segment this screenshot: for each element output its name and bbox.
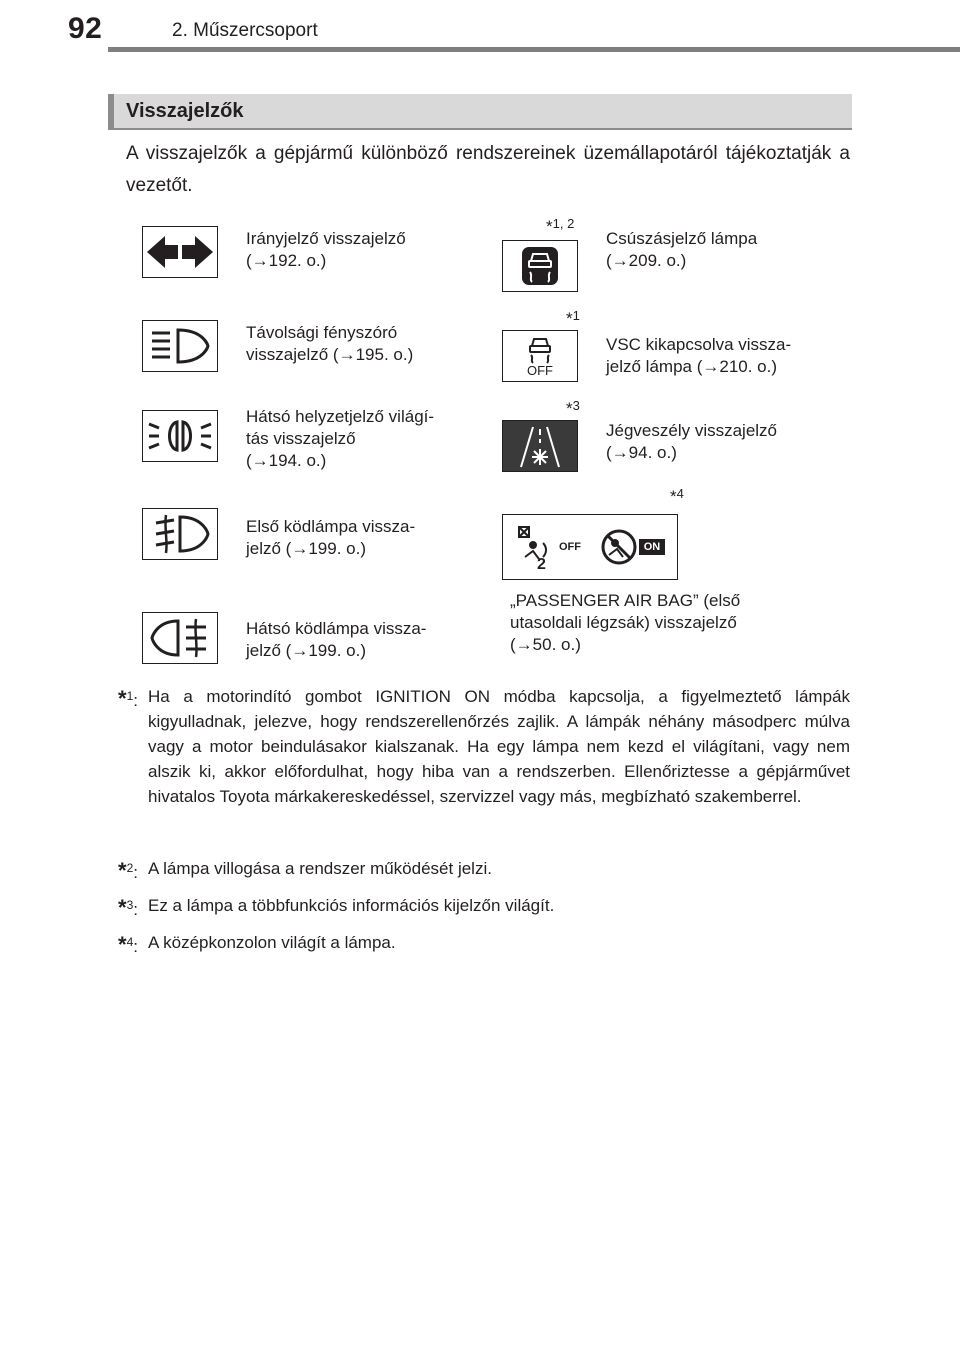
footnote-mark <box>118 930 146 959</box>
front-fog-light-icon <box>142 508 218 560</box>
star-mark: * <box>670 487 677 506</box>
label-line: (→209. o.) <box>606 251 687 270</box>
label-line: jelző lámpa (→210. o.) <box>606 357 778 376</box>
tail-light-label <box>246 406 434 472</box>
footnote-2 <box>118 856 850 881</box>
label-line: (→192. o.) <box>246 251 327 270</box>
chapter-title: 2. Műszercsoport <box>172 20 318 41</box>
footnote-4 <box>118 930 850 955</box>
star-number: 1 <box>572 308 580 323</box>
section-heading-bar <box>108 94 852 130</box>
intro-paragraph: A visszajelzők a gépjármű különböző rendszereinek üzemállapotáról tájékoztatják a vezetőt. <box>126 143 850 196</box>
vsc-off-text: OFF <box>527 363 553 378</box>
label-line: Csúszásjelző lámpa <box>606 229 758 248</box>
label-line: Jégveszély visszajelző <box>606 421 778 440</box>
tail-light-icon <box>142 410 218 462</box>
vsc-off-label <box>606 334 791 378</box>
footnote-ref <box>566 398 580 419</box>
star-mark: * <box>546 217 553 236</box>
footnote-ref <box>670 486 684 507</box>
footnote-text: A középkonzolon világít a lámpa. <box>148 933 396 952</box>
footnote-number: 3 <box>126 898 134 912</box>
footnote-1 <box>118 684 850 809</box>
label-line: „PASSENGER AIR BAG” (első <box>510 591 741 610</box>
footnote-text: Ez a lámpa a többfunkciós információs kijelzőn világít. <box>148 896 555 915</box>
footnote-number: 1 <box>126 689 134 703</box>
footnote-mark <box>118 856 146 885</box>
label-line: Távolsági fényszóró <box>246 323 398 342</box>
footnote-number: 2 <box>126 861 134 875</box>
header-rule <box>108 47 960 52</box>
footnote-mark <box>118 684 146 713</box>
footnote-number: 4 <box>126 935 134 949</box>
high-beam-label <box>246 322 413 366</box>
page-number: 92 <box>68 12 103 45</box>
section-title: Visszajelzők <box>126 100 244 122</box>
passenger-airbag-icon <box>502 514 678 580</box>
turn-signal-label <box>246 228 406 272</box>
star-mark: * <box>118 895 127 920</box>
footnote-separator: : <box>133 863 138 882</box>
footnote-separator: : <box>133 900 138 919</box>
front-fog-label <box>246 516 415 560</box>
footnote-text: A lámpa villogása a rendszer működését jelzi. <box>148 859 492 878</box>
label-line: Hátsó ködlámpa vissza- <box>246 619 427 638</box>
high-beam-icon <box>142 320 218 372</box>
footnote-3 <box>118 893 850 918</box>
label-line: Hátsó helyzetjelző világí- <box>246 407 435 426</box>
star-mark: * <box>118 686 127 711</box>
footnote-ref <box>566 308 580 329</box>
footnote-separator: : <box>133 937 138 956</box>
footnote-mark <box>118 893 146 922</box>
footnote-text: Ha a motorindító gombot IGNITION ON módba kapcsolja, a figyelmeztető lámpák kigyulladnak, jelezve, hogy rendszerellenőrzés zajlik. A lámpák néhány másodperc múlva vagy a motor beindulásakor kialszanak. Ha egy lámpa nem kezd el világítani, vagy nem alszik ki, akkor előfordulhat, hogy hiba van a rendszerben. Ellenőriztesse a gépjárművet hivatalos Toyota márkakereskedéssel, szervizzel vagy más, megbízható szakemberrel. <box>148 687 850 806</box>
star-mark: * <box>566 309 573 328</box>
rear-fog-label <box>246 618 426 662</box>
slip-indicator-label <box>606 228 757 272</box>
label-line: Első ködlámpa vissza- <box>246 517 416 536</box>
label-line: (→194. o.) <box>246 451 327 470</box>
label-line: (→94. o.) <box>606 443 677 462</box>
label-line: jelző (→199. o.) <box>246 539 366 558</box>
star-number: 3 <box>572 398 580 413</box>
label-line: jelző (→199. o.) <box>246 641 366 660</box>
label-line: Irányjelző visszajelző <box>246 229 406 248</box>
label-line: tás visszajelző <box>246 429 356 448</box>
star-mark: * <box>118 858 127 883</box>
label-line: (→50. o.) <box>510 635 581 654</box>
turn-signal-arrows-icon <box>142 226 218 278</box>
slip-indicator-icon <box>502 240 578 292</box>
label-line: VSC kikapcsolva vissza- <box>606 335 792 354</box>
label-line: visszajelző (→195. o.) <box>246 345 414 364</box>
star-number: 4 <box>676 486 684 501</box>
star-mark: * <box>118 932 127 957</box>
label-line: utasoldali légzsák) visszajelző <box>510 613 737 632</box>
footnote-ref <box>546 216 574 237</box>
passenger-airbag-label <box>510 590 740 656</box>
airbag-seat-number: 2 <box>537 556 546 573</box>
icy-road-label <box>606 420 777 464</box>
airbag-off-text: OFF <box>559 541 581 553</box>
vsc-off-icon <box>502 330 578 382</box>
icy-road-icon <box>502 420 578 472</box>
star-number: 1, 2 <box>552 216 575 231</box>
star-mark: * <box>566 399 573 418</box>
airbag-on-text: ON <box>639 539 665 555</box>
rear-fog-light-icon <box>142 612 218 664</box>
footnote-separator: : <box>133 691 138 710</box>
